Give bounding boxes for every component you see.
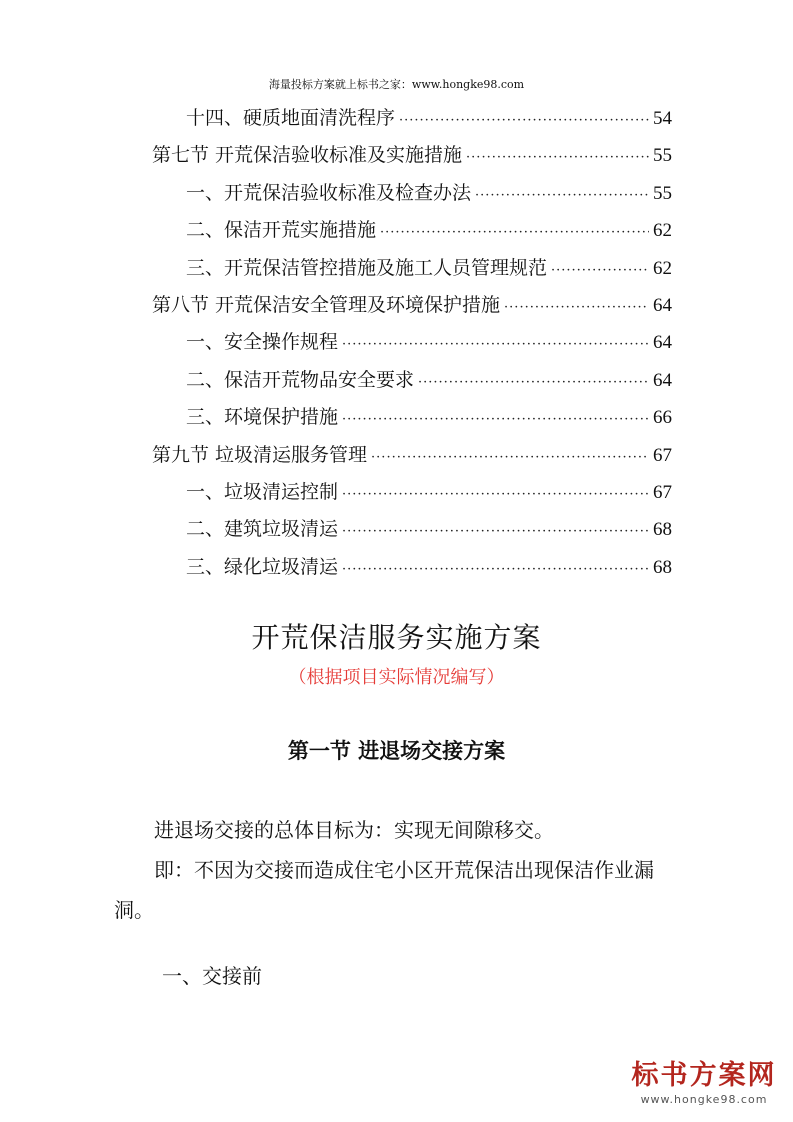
toc-entry[interactable]	[152, 399, 672, 436]
toc-leader-dots	[371, 439, 649, 476]
toc-entry-title: 三、开荒保洁管控措施及施工人员管理规范	[186, 256, 548, 279]
instruction-note: （根据项目实际情况编写）	[288, 667, 505, 688]
toc-entry-title: 二、建筑垃圾清运	[186, 518, 339, 541]
toc-leader-dots	[504, 289, 649, 326]
toc-entry[interactable]	[152, 175, 672, 212]
toc-leader-dots	[418, 364, 649, 401]
toc-leader-dots	[475, 177, 649, 214]
toc-entry[interactable]	[152, 212, 672, 249]
section-heading: 第一节 进退场交接方案	[287, 738, 506, 763]
toc-entry-page: 55	[653, 145, 672, 167]
subsection-heading: 一、交接前	[162, 964, 262, 988]
toc-entry[interactable]	[152, 511, 672, 548]
toc-leader-dots	[399, 102, 649, 139]
toc-entry-page: 68	[653, 556, 672, 578]
toc-entry-title: 第八节 开荒保洁安全管理及环境保护措施	[152, 293, 501, 316]
toc-leader-dots	[342, 551, 649, 588]
toc-entry-page: 66	[653, 407, 672, 429]
toc-entry-title: 第九节 垃圾清运服务管理	[152, 443, 368, 466]
watermark-logo	[629, 1059, 779, 1106]
body-text	[114, 810, 679, 930]
toc-entry-title: 一、垃圾清运控制	[186, 480, 339, 503]
toc-leader-dots	[342, 513, 649, 550]
paragraph: 即：不因为交接而造成住宅小区开荒保洁出现保洁作业漏洞。	[114, 858, 654, 922]
toc-entry-page: 67	[653, 444, 672, 466]
toc-entry[interactable]	[152, 100, 672, 137]
toc-leader-dots	[342, 476, 649, 513]
toc-entry-title: 第七节 开荒保洁验收标准及实施措施	[152, 144, 463, 167]
toc-leader-dots	[551, 252, 649, 289]
toc-entry-page: 64	[653, 294, 672, 316]
toc-entry-title: 一、开荒保洁验收标准及检查办法	[186, 181, 472, 204]
toc-entry[interactable]	[152, 324, 672, 361]
toc-leader-dots	[466, 139, 649, 176]
watermark-url: www.hongke98.com	[640, 1093, 768, 1106]
toc-entry-page: 54	[653, 108, 672, 129]
toc-entry-page: 62	[653, 220, 672, 242]
toc-entry-title: 三、环境保护措施	[186, 406, 339, 429]
toc-entry-page: 67	[653, 481, 672, 503]
toc-entry-title: 三、绿化垃圾清运	[186, 555, 339, 578]
toc-entry[interactable]	[152, 549, 672, 586]
toc-entry[interactable]	[152, 437, 672, 474]
toc-entry[interactable]	[152, 250, 672, 287]
toc-entry-title: 十四、硬质地面清洗程序	[186, 107, 396, 129]
toc-entry[interactable]	[152, 362, 672, 399]
watermark-brand: 标书方案网	[631, 1060, 777, 1091]
toc-entry-page: 68	[653, 519, 672, 541]
toc-entry-title: 二、保洁开荒物品安全要求	[186, 368, 415, 391]
toc-entry[interactable]	[152, 287, 672, 324]
toc-entry-page: 64	[653, 332, 672, 354]
toc-leader-dots	[342, 401, 649, 438]
toc-entry-page: 64	[653, 369, 672, 391]
page-header: 海量投标方案就上标书之家：www.hongke98.com	[268, 78, 525, 91]
toc-entry-title: 二、保洁开荒实施措施	[186, 219, 377, 242]
paragraph: 进退场交接的总体目标为：实现无间隙移交。	[154, 818, 554, 842]
toc-leader-dots	[342, 326, 649, 363]
table-of-contents	[152, 100, 672, 586]
toc-entry[interactable]	[152, 474, 672, 511]
toc-entry[interactable]	[152, 137, 672, 174]
toc-entry-title: 一、安全操作规程	[186, 331, 339, 354]
toc-entry-page: 55	[653, 182, 672, 204]
toc-leader-dots	[380, 214, 649, 251]
document-title: 开荒保洁服务实施方案	[251, 621, 542, 654]
toc-entry-page: 62	[653, 257, 672, 279]
